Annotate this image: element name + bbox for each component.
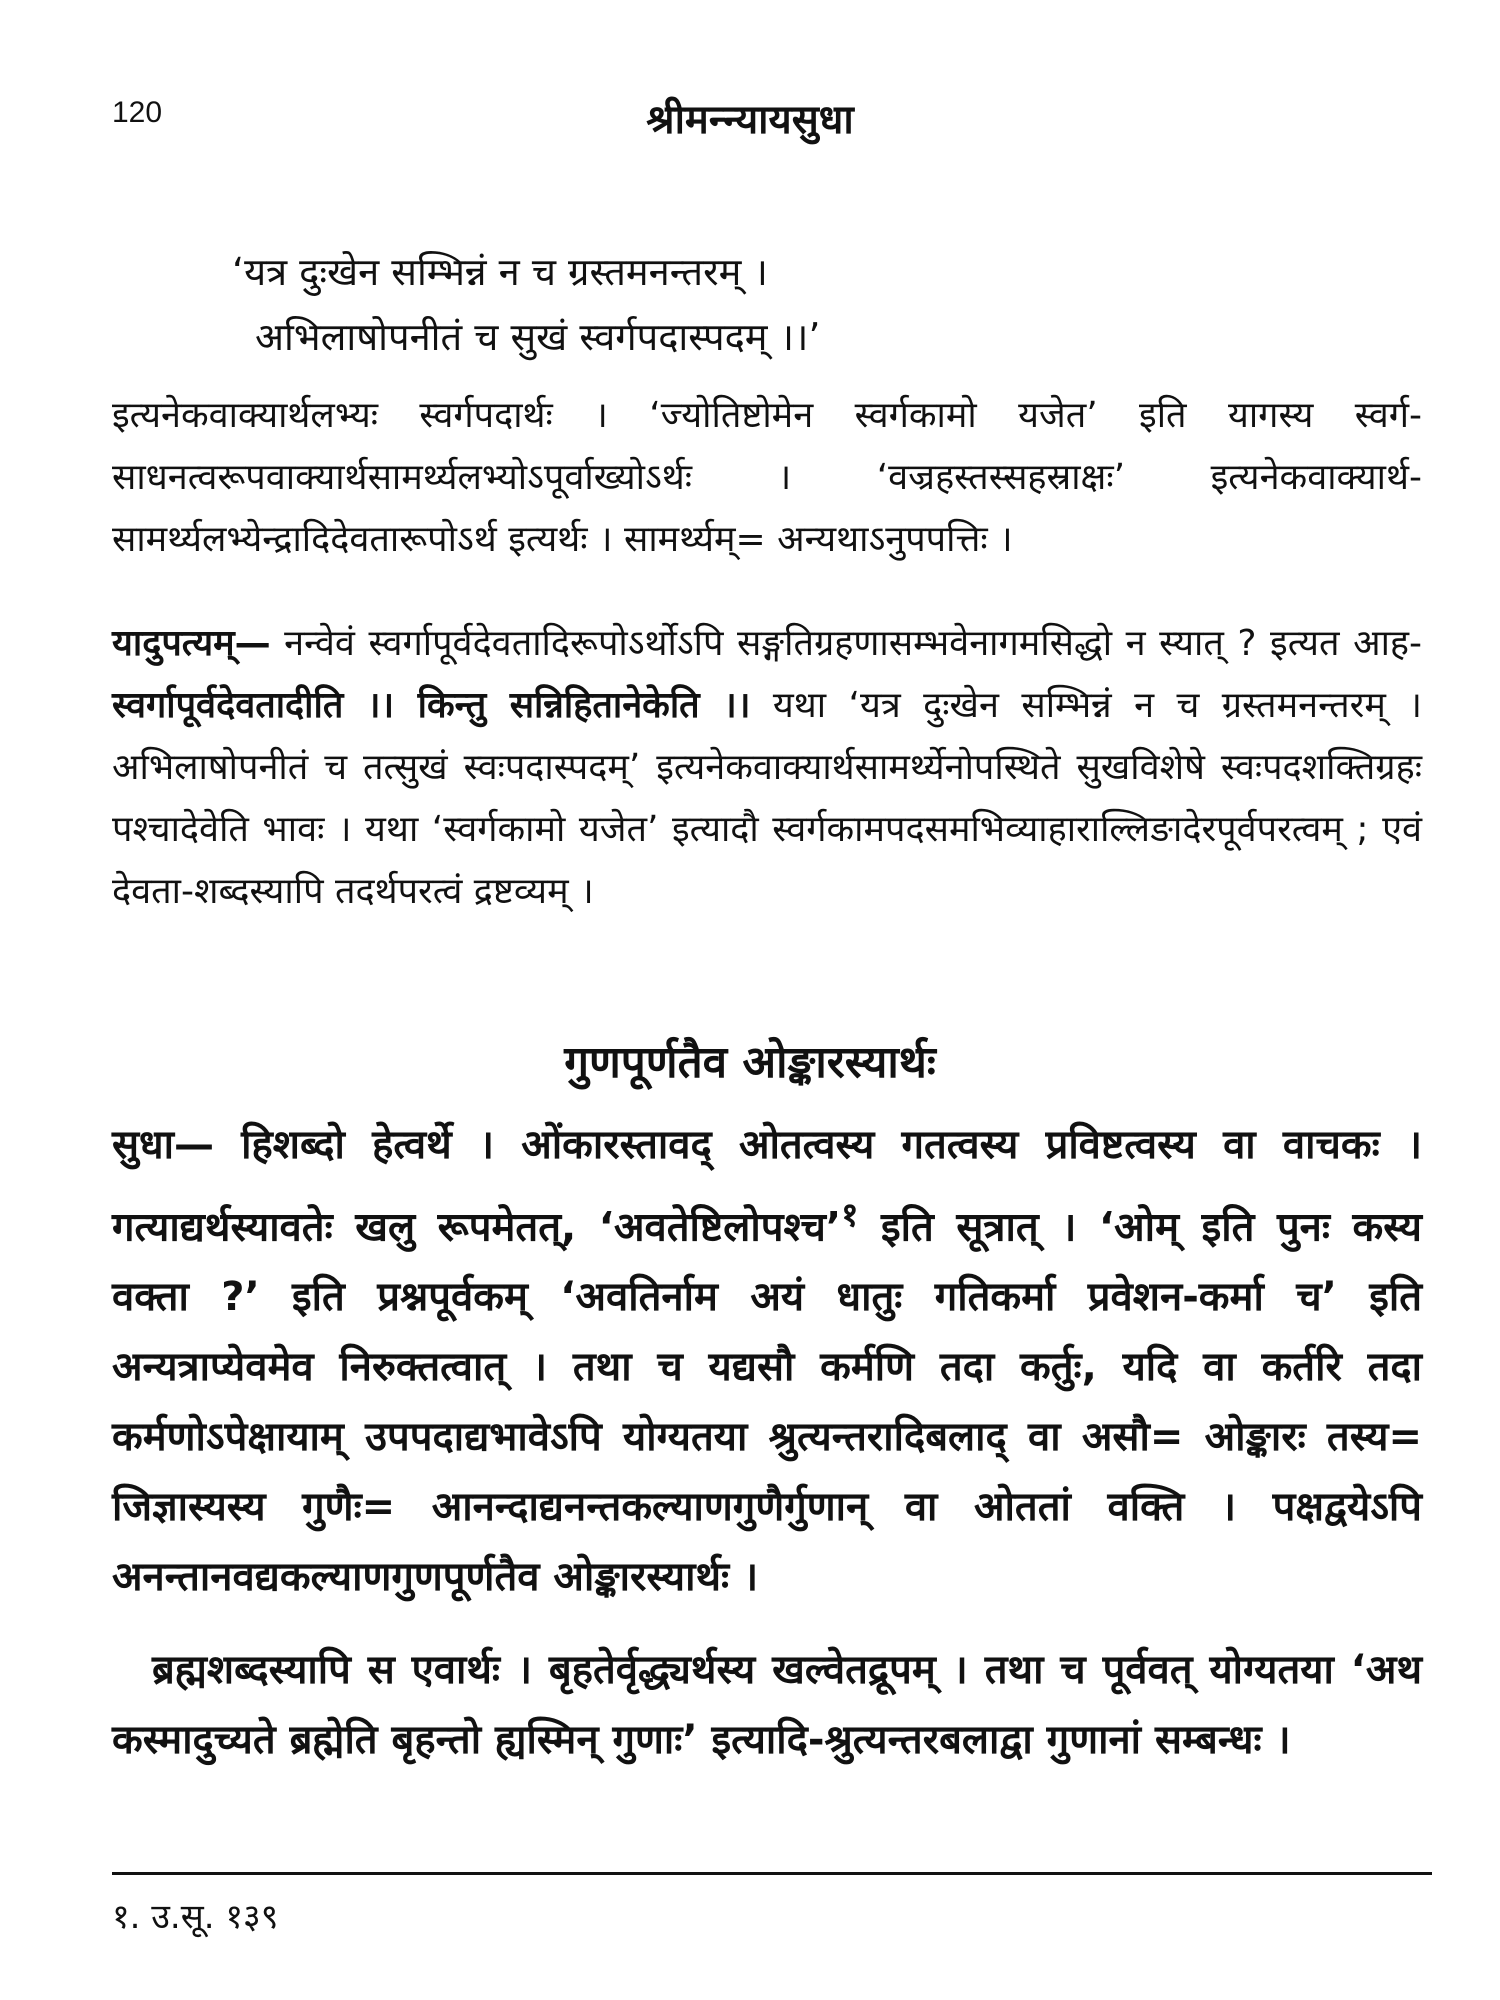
paragraph-3-text: हिशब्दो हेत्वर्थे । ओंकारस्तावद् ओतत्वस्य गतत्वस्य प्रविष्टत्वस्य वा वाचकः । गत्याद्यर्थस्यावतेः खलु रूपमेतत्, ‘अवतेष्टिलोपश्च’ (112, 1122, 1422, 1251)
running-title: श्रीमन्न्यायसुधा (646, 97, 854, 143)
page-number: 120 (112, 96, 163, 129)
paragraph-3-label: सुधा— (112, 1122, 214, 1168)
paragraph-2-label: यादुपत्यम्— (112, 623, 271, 664)
paragraph-1: इत्यनेकवाक्यार्थलभ्यः स्वर्गपदार्थः । ‘ज्योतिष्टोमेन स्वर्गकामो यजेत’ इति यागस्य स्वर्ग-साधनत्वरूपवाक्यार्थसामर्थ्यलभ्योऽपूर्वाख्योऽर्थः । ‘वज्रहस्तस्सहस्राक्षः’ इत्यनेकवाक्यार्थ-सामर्थ्यलभ्येन्द्रादिदेवतारूपोऽर्थ इत्यर्थः । सामर्थ्यम्= अन्यथाऽनुपपत्तिः । (112, 395, 1422, 560)
footnote-divider (112, 1872, 1432, 1875)
paragraph-3 (112, 1110, 1422, 1612)
paragraph-2-text-1: नन्वेवं स्वर्गापूर्वदेवतादिरूपोऽर्थोऽपि सङ्गतिग्रहणासम्भवेनागमसिद्धो न स्यात् ? इत्यत आह- (270, 623, 1422, 664)
paragraph-3-text-after: इति सूत्रात् । ‘ओम् इति पुनः कस्य वक्ता ?’ इति प्रश्नपूर्वकम् ‘अवतिर्नाम अयं धातुः गतिकर्मा प्रवेशन-कर्मा च’ इति अन्यत्राप्येवमेव निरुक्तत्वात् । तथा च यद्यसौ कर्मणि तदा कर्तुः, यदि वा कर्तरि तदा कर्मणोऽपेक्षायाम् उपपदाद्यभावेऽपि योग्यतया श्रुत्यन्तरादिबलाद् वा असौ= ओङ्कारः तस्य= जिज्ञास्यस्य गुणैः= आनन्दाद्यनन्तकल्याणगुणैर्गुणान् वा ओततां वक्ति । पक्षद्वयेऽपि अनन्तानवद्यकल्याणगुणपूर्णतैव ओङ्कारस्यार्थः । (112, 1204, 1422, 1601)
paragraph-2 (112, 613, 1422, 923)
section-heading: गुणपूर्णतैव ओङ्कारस्यार्थः (564, 1037, 936, 1088)
paragraph-2-bold-quote: स्वर्गापूर्वदेवतादीति ।। किन्तु सन्निहितानेकेति ।। (112, 685, 751, 726)
footnote: १. उ.सू. १३९ (112, 1897, 279, 1937)
paragraph-4: ब्रह्मशब्दस्यापि स एवार्थः । बृहतेर्वृद्ध्यर्थस्य खल्वेतद्रूपम् । तथा च पूर्ववत् योग्यतया ‘अथ कस्मादुच्यते ब्रह्मेति बृहन्तो ह्यस्मिन् गुणाः’ इत्यादि-श्रुत्यन्तरबलाद्वा गुणानां सम्बन्धः । (112, 1647, 1422, 1763)
footnote-marker: १ (841, 1195, 859, 1234)
verse-line-1: ‘यत्र दुःखेन सम्भिन्नं न च ग्रस्तमनन्तरम् । (232, 250, 768, 294)
verse-line-2: अभिलाषोपनीतं च सुखं स्वर्गपदास्पदम् ।।’ (255, 315, 821, 359)
paragraph-2-text-2: यथा ‘यत्र दुःखेन सम्भिन्नं न च ग्रस्तमनन्तरम् । अभिलाषोपनीतं च तत्सुखं स्वःपदास्पदम्’ इत्यनेकवाक्यार्थसामर्थ्येनोपस्थिते सुखविशेषे स्वःपदशक्तिग्रहः पश्चादेवेति भावः । यथा ‘स्वर्गकामो यजेत’ इत्यादौ स्वर्गकामपदसमभिव्याहाराल्लिङादेरपूर्वपरत्वम् ; एवं देवता-शब्दस्यापि तदर्थपरत्वं द्रष्टव्यम् । (112, 685, 1422, 912)
